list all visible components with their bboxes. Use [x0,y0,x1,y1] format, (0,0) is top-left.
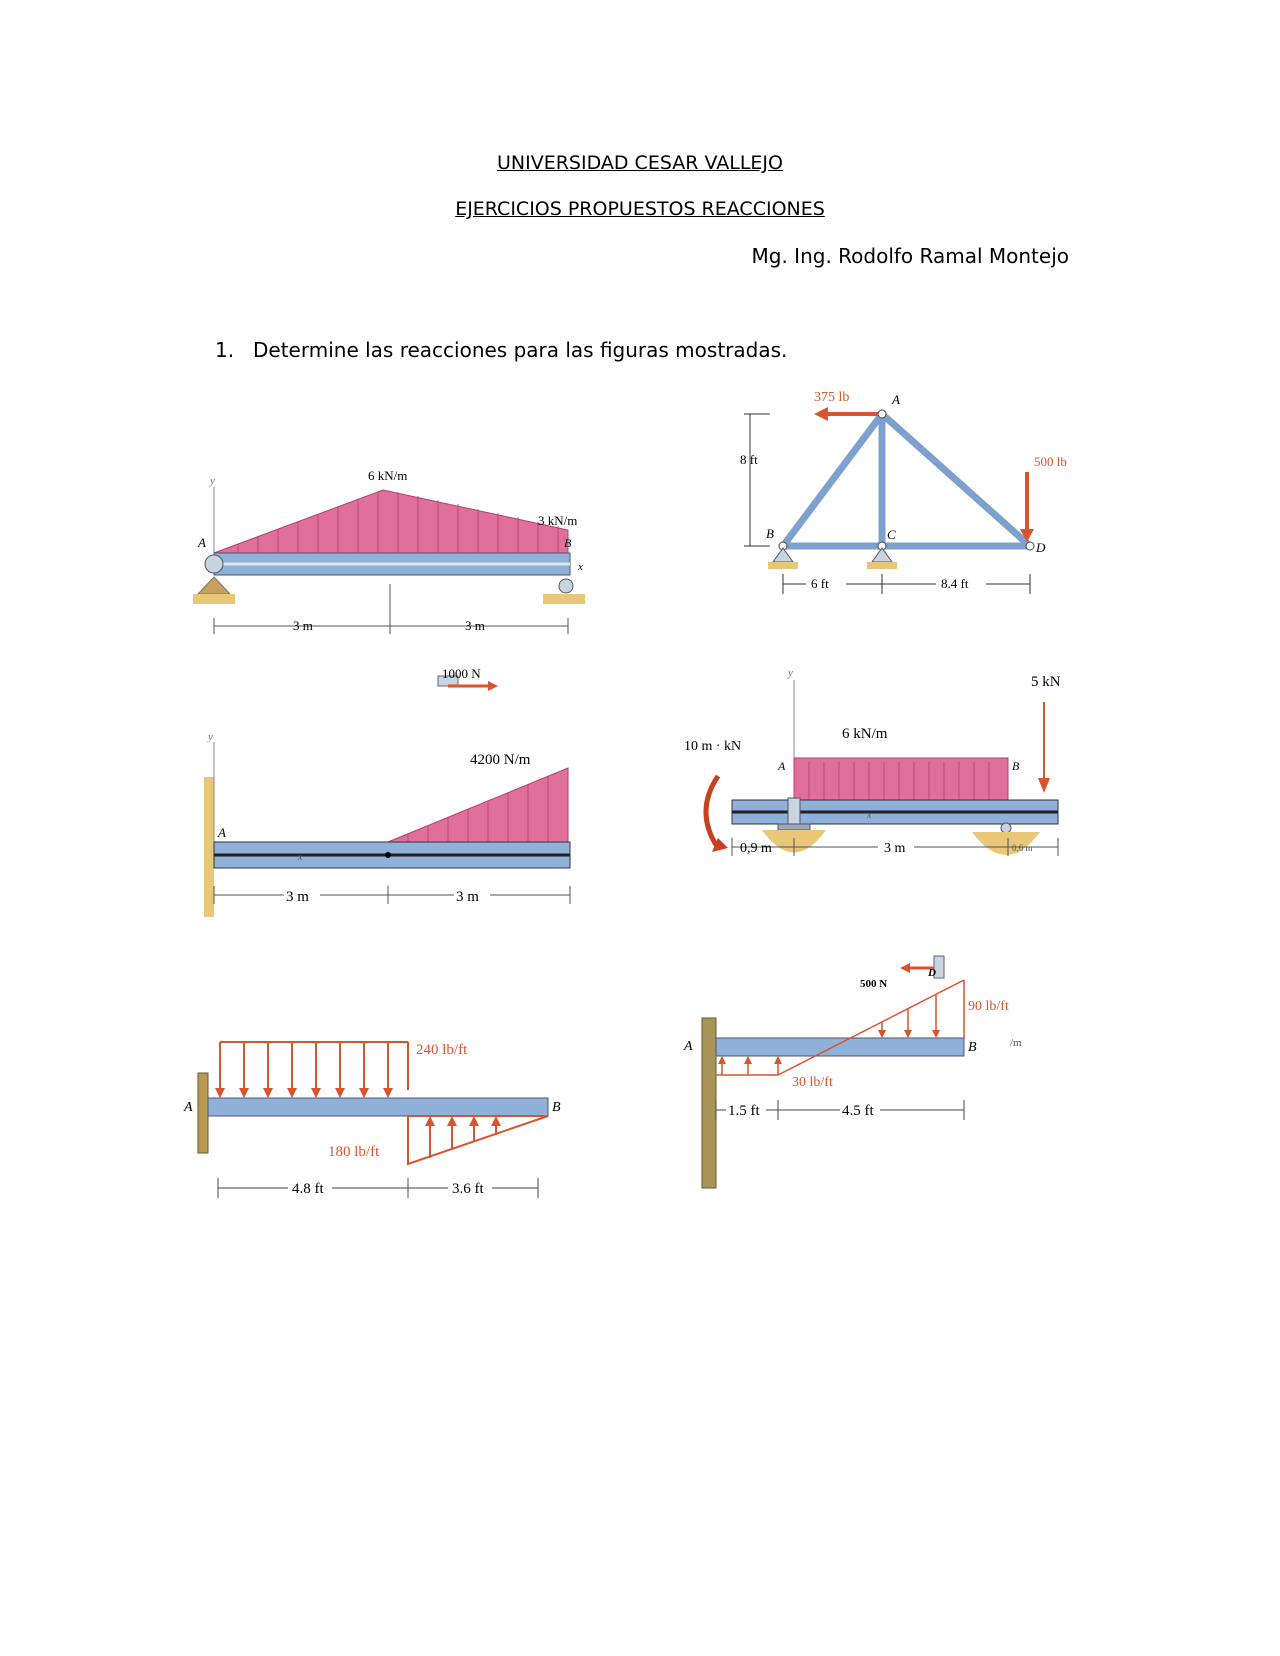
label-load-max: 90 lb/ft [968,999,1009,1014]
question-number: 1. [215,338,235,362]
label-point-force: 500 N [860,978,888,990]
dimension-overhang: 0,9 m [740,841,772,856]
roller-support-b [559,579,573,593]
ground-b [768,562,798,569]
label-point-b: B [552,1100,561,1115]
dimension-right: 3 m [465,618,485,633]
label-point-b: B [1012,759,1020,773]
label-load-peak: 6 kN/m [368,468,408,483]
author-name: Mg. Ing. Rodolfo Ramal Montejo [751,244,1069,268]
dimension-right: 4.5 ft [842,1103,874,1119]
pin-support-a [788,798,800,824]
joint-d [1026,542,1034,550]
label-point-b: B [564,536,572,550]
dimension-left: 3 m [286,889,309,905]
ground-b [543,594,585,604]
label-axis-x: x [867,810,872,821]
uniform-load [794,758,1008,800]
label-axis-y: y [208,731,213,743]
label-node-c: C [887,527,896,542]
label-point-force: 1000 N [442,666,481,681]
dimension-right: 3 m [456,889,479,905]
ground-a [193,594,235,604]
joint-a [878,410,886,418]
beam [208,1098,548,1116]
label-point-a: A [198,535,206,550]
label-force-a: 375 lb [814,390,850,405]
label-point-a: A [218,825,226,840]
label-point-d: D [928,967,936,979]
label-point-a: A [684,1039,693,1054]
label-moment: 10 m · kN [684,739,742,754]
beam [716,1038,964,1056]
label-axis-x: x [298,852,303,863]
label-node-b: B [766,526,774,541]
label-edge-text: /m [1010,1037,1022,1049]
dimension-end: 0,6 m [1012,843,1033,853]
label-point-force: 5 kN [1031,674,1061,690]
figure-6-cantilever-varying-load [684,950,1092,1210]
label-span-left: 6 ft [811,576,829,591]
label-load-max: 4200 N/m [470,752,531,768]
figure-4-overhang-beam [682,650,1080,910]
label-axis-x: x [578,561,583,573]
label-node-d: D [1036,540,1046,555]
dimension-left: 3 m [293,618,313,633]
label-axis-y: y [210,475,215,487]
figure-2-truss [740,384,1100,614]
label-axis-y: y [788,667,793,679]
roller-support-b [1001,823,1011,833]
label-force-d: 500 lb [1034,454,1067,469]
dimension-main: 3 m [884,841,906,856]
label-uniform-load: 6 kN/m [842,726,888,742]
exercises-title: EJERCICIOS PROPUESTOS REACCIONES [455,198,825,220]
wall [204,777,214,917]
label-point-a: A [778,759,786,773]
figure-5-cantilever-mixed-load [182,1018,562,1204]
question-1 [215,338,787,362]
question-text: Determine las reacciones para las figuras mostradas. [253,338,788,362]
wall [702,1018,716,1188]
label-node-a: A [892,392,900,407]
label-load-bottom: 180 lb/ft [328,1144,380,1160]
label-height: 8 ft [740,452,758,467]
label-span-right: 8.4 ft [941,576,969,591]
label-load-end: 3 kN/m [538,513,578,528]
label-point-b: B [968,1040,977,1055]
label-load-min: 30 lb/ft [792,1075,833,1090]
label-load-top: 240 lb/ft [416,1042,468,1058]
dimension-left: 1.5 ft [728,1103,760,1119]
dimension-left: 4.8 ft [292,1181,324,1197]
wall [198,1073,208,1153]
ground-c [867,562,897,569]
label-point-a: A [184,1100,193,1115]
figure-1-beam-trapezoidal-load [178,392,588,642]
university-title: UNIVERSIDAD CESAR VALLEJO [497,152,783,174]
dimension-right: 3.6 ft [452,1181,484,1197]
figure-3-cantilever-triangular-load [188,662,588,954]
